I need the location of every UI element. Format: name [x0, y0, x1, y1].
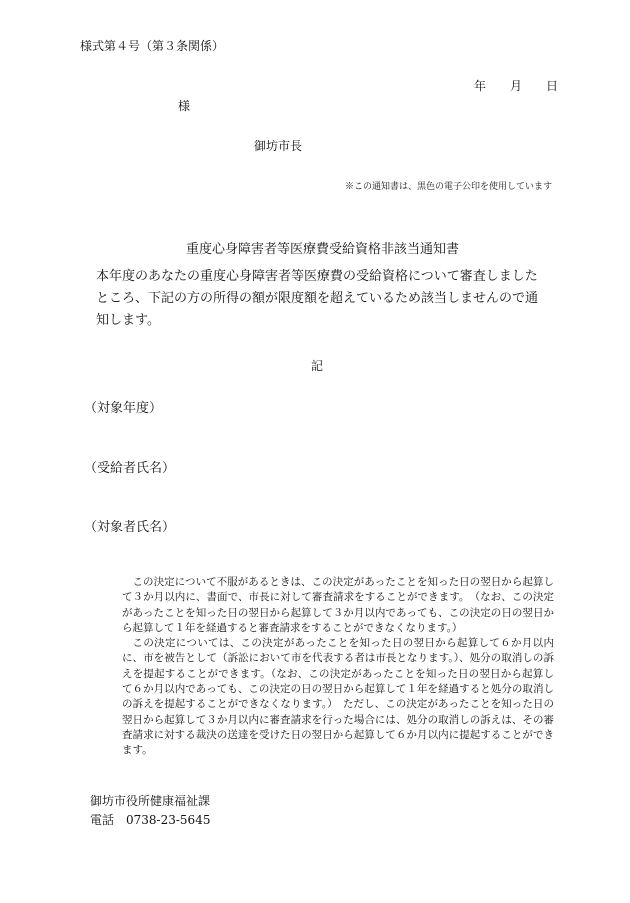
- date-day-label: 日: [546, 79, 559, 93]
- document-body: 本年度のあなたの重度心身障害者等医療費の受給資格について審査しましたところ、下記の方の所得の額が限度額を超えているため該当しませんので通知します。: [96, 269, 539, 328]
- department-name: 御坊市役所健康福祉課: [90, 794, 211, 808]
- seal-note: ※この通知書は、黒色の電子公印を使用しています: [345, 182, 553, 192]
- sender-name: 御坊市長: [254, 139, 303, 153]
- phone-number: 電話 0738-23-5645: [90, 813, 211, 827]
- issue-date: [474, 77, 582, 94]
- recipient-name-label: （受給者氏名）: [84, 461, 176, 476]
- appeal-notice: [122, 575, 554, 759]
- document-title: 重度心身障害者等医療費受給資格非該当通知書: [186, 242, 460, 257]
- contact-footer: [90, 792, 210, 830]
- target-year-label: （対象年度）: [84, 401, 163, 416]
- form-number: 様式第４号（第３条関係）: [80, 39, 225, 53]
- addressee-suffix: 様: [178, 99, 191, 113]
- subject-name-label: （対象者氏名）: [84, 520, 176, 535]
- appeal-paragraph-review: この決定について不服があるときは、この決定があったことを知った日の翌日から起算して３か月以内に、書面で、市長に対して審査請求をすることができます。 （なお、この決定があったことを知った日の翌日から起算して３か月以内であっても、この決定の日の翌日から起算して１年を経過すると審査請求をすることができなくなります。）: [122, 576, 554, 634]
- ki-heading: 記: [311, 359, 324, 373]
- date-month-label: 月: [510, 79, 523, 93]
- date-year-label: 年: [474, 79, 487, 93]
- appeal-paragraph-lawsuit: この決定については、この決定があったことを知った日の翌日から起算して６か月以内に、市を被告として（訴訟において市を代表する者は市長となります。）、処分の取消しの訴えを提起することができます。（なお、この決定があったことを知った日の翌日から起算して６か月以内であっても、この決定の日の翌日から起算して１年を経過すると処分の取消しの訴えを提起することができなくなります。） ただし、この決定があったことを知った日の翌日から起算して３か月以内に審査請求を行った場合には、処分の取消しの訴えは、その審査請求に対する裁決の送達を受けた日の翌日から起算して６か月以内に提起することができます。: [122, 637, 554, 757]
